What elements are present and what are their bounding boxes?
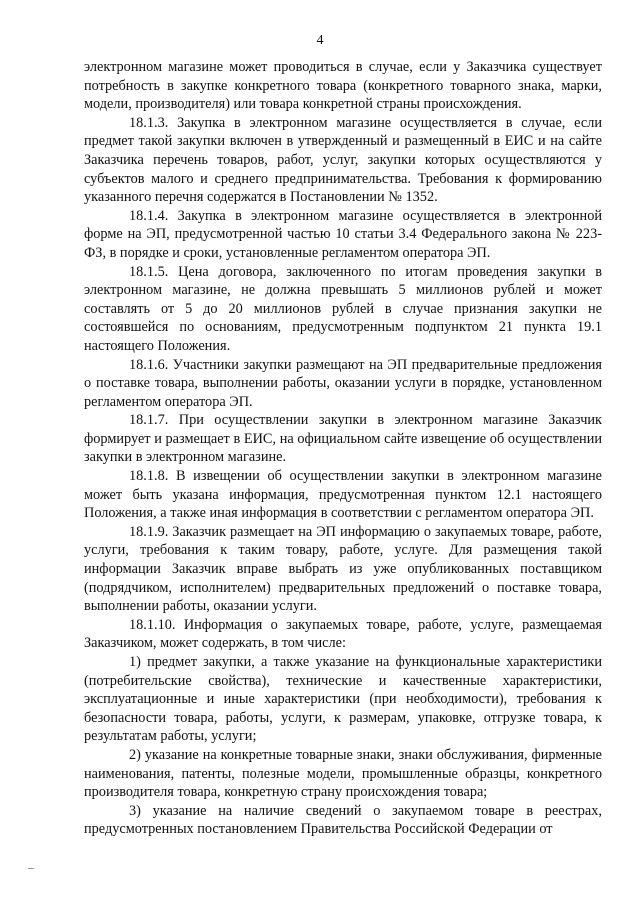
paragraph-18-1-6: 18.1.6. Участники закупки размещают на ЭП предварительные предложения о поставке товара, выполнении работы, оказании услуги в порядке, установленном регламентом оператора ЭП. bbox=[84, 356, 602, 410]
paragraph-18-1-7: 18.1.7. При осуществлении закупки в электронном магазине Заказчик формирует и размещает в ЕИС, на официальном сайте извещение об осуществлении закупки в электронном магазине. bbox=[84, 412, 602, 466]
paragraph-18-1-8: 18.1.8. В извещении об осуществлении закупки в электронном магазине может быть указана информация, предусмотренная пунктом 12.1 настоящего Положения, а также иная информация в соответствии с регламентом оператора ЭП. bbox=[84, 468, 602, 522]
paragraph-18-1-9: 18.1.9. Заказчик размещает на ЭП информацию о закупаемых товаре, работе, услуги, требования к таким товару, работе, услуге. Для размещения такой информации Заказчик вправе выбрать из уже опубликованных поставщиком (подрядчиком, исполнителем) предварительных предложений о поставке товара, выполнении работы, оказании услуги. bbox=[84, 523, 602, 615]
paragraph-18-1-10: 18.1.10. Информация о закупаемых товаре, работе, услуге, размещаемая Заказчиком, может содержать, в том числе: bbox=[84, 616, 602, 652]
list-item-1: 1) предмет закупки, а также указание на функциональные характеристики (потребительские свойства), технические и качественные характеристики, эксплуатационные и иные характеристики (при необходимости), требования к безопасности товара, работы, услуги, к размерам, упаковке, отгрузке товара, к результатам работы, услуги; bbox=[84, 654, 602, 745]
list-item-2: 2) указание на конкретные товарные знаки, знаки обслуживания, фирменные наименования, патенты, полезные модели, промышленные образцы, конкретного производителя товара, конкретную страну происхождения товара; bbox=[84, 746, 602, 801]
paragraph-continuation: электронном магазине может проводиться в случае, если у Заказчика существует потребность в закупке конкретного товара (конкретного товарного знака, марки, модели, производителя) или товара конкретной страны происхождения. bbox=[84, 59, 602, 113]
scan-artifact bbox=[28, 868, 34, 869]
paragraph-18-1-4: 18.1.4. Закупка в электронном магазине осуществляется в электронной форме на ЭП, предусмотренной частью 10 статьи 3.4 Федерального закона № 223-ФЗ, в порядке и сроки, установленные регламентом оператора ЭП. bbox=[84, 207, 602, 261]
paragraph-18-1-5: 18.1.5. Цена договора, заключенного по итогам проведения закупки в электронном магазине, не должна превышать 5 миллионов рублей и может составлять от 5 до 20 миллионов рублей в случае признания закупки не состоявшейся по основаниям, предусмотренным подпунктом 21 пункта 19.1 настоящего Положения. bbox=[84, 263, 602, 354]
paragraph-18-1-3: 18.1.3. Закупка в электронном магазине осуществляется в случае, если предмет такой закупки включен в утвержденный и размещенный в ЕИС и на сайте Заказчика перечень товаров, работ, услуг, закупки которых осуществляются у субъектов малого и среднего предпринимательства. Требования к формированию указанного перечня содержатся в Постановлении № 1352. bbox=[84, 114, 602, 206]
page-number: 4 bbox=[316, 33, 324, 48]
document-body bbox=[84, 58, 602, 839]
list-item-3: 3) указание на наличие сведений о закупаемом товаре в реестрах, предусмотренных постановлением Правительства Российской Федерации от bbox=[84, 802, 602, 838]
